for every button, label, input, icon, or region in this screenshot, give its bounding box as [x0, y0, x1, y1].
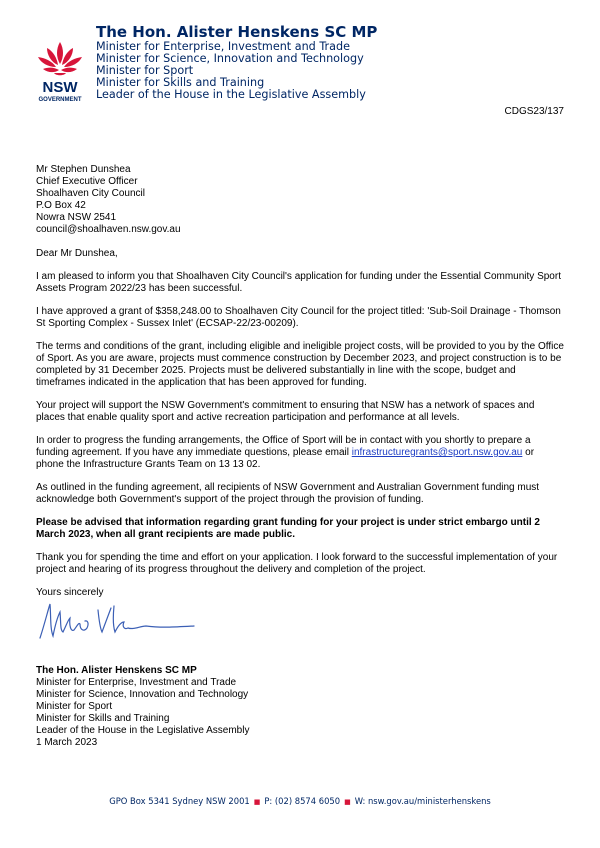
letterhead-role: Minister for Skills and Training — [96, 76, 265, 89]
email-link[interactable]: infrastructuregrants@sport.nsw.gov.au — [351, 447, 523, 458]
reference-number: CDGS23/137 — [504, 106, 564, 117]
signatory-role: Leader of the House in the Legislative Assembly — [36, 725, 250, 736]
paragraph-grant-amount: I have approved a grant of $358,248.00 to Shoalhaven City Council for the project titled: 'Sub-Soil Drainage - Thomson St Sporting Complex - Sussex Inlet' (ECSAP-22/23-00209). — [36, 306, 561, 329]
letterhead-role: Leader of the House in the Legislative Assembly — [96, 88, 366, 101]
letterhead-text — [96, 24, 377, 101]
logo-nsw-text: NSW — [42, 79, 78, 96]
paragraph-commitment: Your project will support the NSW Government's commitment to ensuring that NSW has a network of spaces and places that enable quality sport and active recreation participation and performance at all levels. — [36, 400, 535, 423]
recipient-name: Mr Stephen Dunshea — [36, 164, 131, 175]
paragraph-acknowledgement: As outlined in the funding agreement, all recipients of NSW Government and Australian Government funding must acknowledge both Government's support of the project through the provision of funding. — [36, 482, 540, 505]
signatory-role: Minister for Enterprise, Investment and Trade — [36, 677, 237, 688]
logo-government-text: GOVERNMENT — [38, 97, 82, 103]
footer — [0, 796, 600, 806]
letterhead — [34, 24, 594, 104]
signatory-role: Minister for Skills and Training — [36, 713, 170, 724]
footer-address: GPO Box 5341 Sydney NSW 2001 — [109, 796, 250, 806]
paragraph-embargo: Please be advised that information regarding grant funding for your project is under strict embargo until 2 March 2023, when all grant recipients are made public. — [36, 517, 540, 540]
footer-separator: ■ — [344, 798, 351, 806]
contact-text-before: In order to progress the funding arrangements, the Office of Sport will be in contact with you shortly to prepare a funding agreement. If you have any immediate questions, please email — [36, 435, 531, 458]
recipient-title: Chief Executive Officer — [36, 176, 138, 187]
paragraph-terms: The terms and conditions of the grant, including eligible and ineligible project costs, will be provided to you by the Office of Sport. As you are aware, projects must commence construction by December 2023, and project construction is to be completed by 31 December 2025. Projects must be delivered substantially in line with the scope, budget and timeframes indicated in the application that has been approved for funding. — [36, 341, 564, 388]
letterhead-role: Minister for Sport — [96, 64, 194, 77]
recipient-locality: Nowra NSW 2541 — [36, 212, 117, 223]
letterhead-role: Minister for Enterprise, Investment and Trade — [96, 40, 350, 53]
signatory-role: Minister for Science, Innovation and Technology — [36, 689, 249, 700]
signature-block — [36, 665, 249, 749]
handwritten-signature — [36, 596, 196, 646]
salutation: Dear Mr Dunshea, — [36, 248, 118, 259]
signatory-name: The Hon. Alister Henskens SC MP — [36, 665, 197, 676]
paragraph-closing: Thank you for spending the time and effort on your application. I look forward to the successful implementation of your project and hearing of its progress throughout the delivery and completion of the project. — [36, 552, 558, 575]
letterhead-role: Minister for Science, Innovation and Technology — [96, 52, 364, 65]
recipient-email: council@shoalhaven.nsw.gov.au — [36, 224, 181, 235]
nsw-government-logo — [34, 40, 86, 106]
paragraph-contact — [36, 435, 564, 471]
letterhead-minister-name: The Hon. Alister Henskens SC MP — [96, 23, 378, 41]
paragraph-success: I am pleased to inform you that Shoalhaven City Council's application for funding under the Essential Community Sport Assets Program 2022/23 has been successful. — [36, 271, 561, 294]
recipient-po-box: P.O Box 42 — [36, 200, 86, 211]
footer-separator: ■ — [253, 798, 261, 806]
letter-body — [36, 164, 564, 610]
footer-web: W: nsw.gov.au/ministerhenskens — [354, 796, 491, 806]
contact-text-after: or phone the Infrastructure Grants Team on 13 13 02. — [36, 447, 535, 470]
sign-off: Yours sincerely — [36, 587, 104, 598]
recipient-address — [36, 164, 564, 236]
recipient-organisation: Shoalhaven City Council — [36, 188, 145, 199]
signatory-role: Minister for Sport — [36, 701, 113, 712]
letter-date: 1 March 2023 — [36, 737, 98, 748]
footer-phone: P: (02) 8574 6050 — [264, 796, 341, 806]
